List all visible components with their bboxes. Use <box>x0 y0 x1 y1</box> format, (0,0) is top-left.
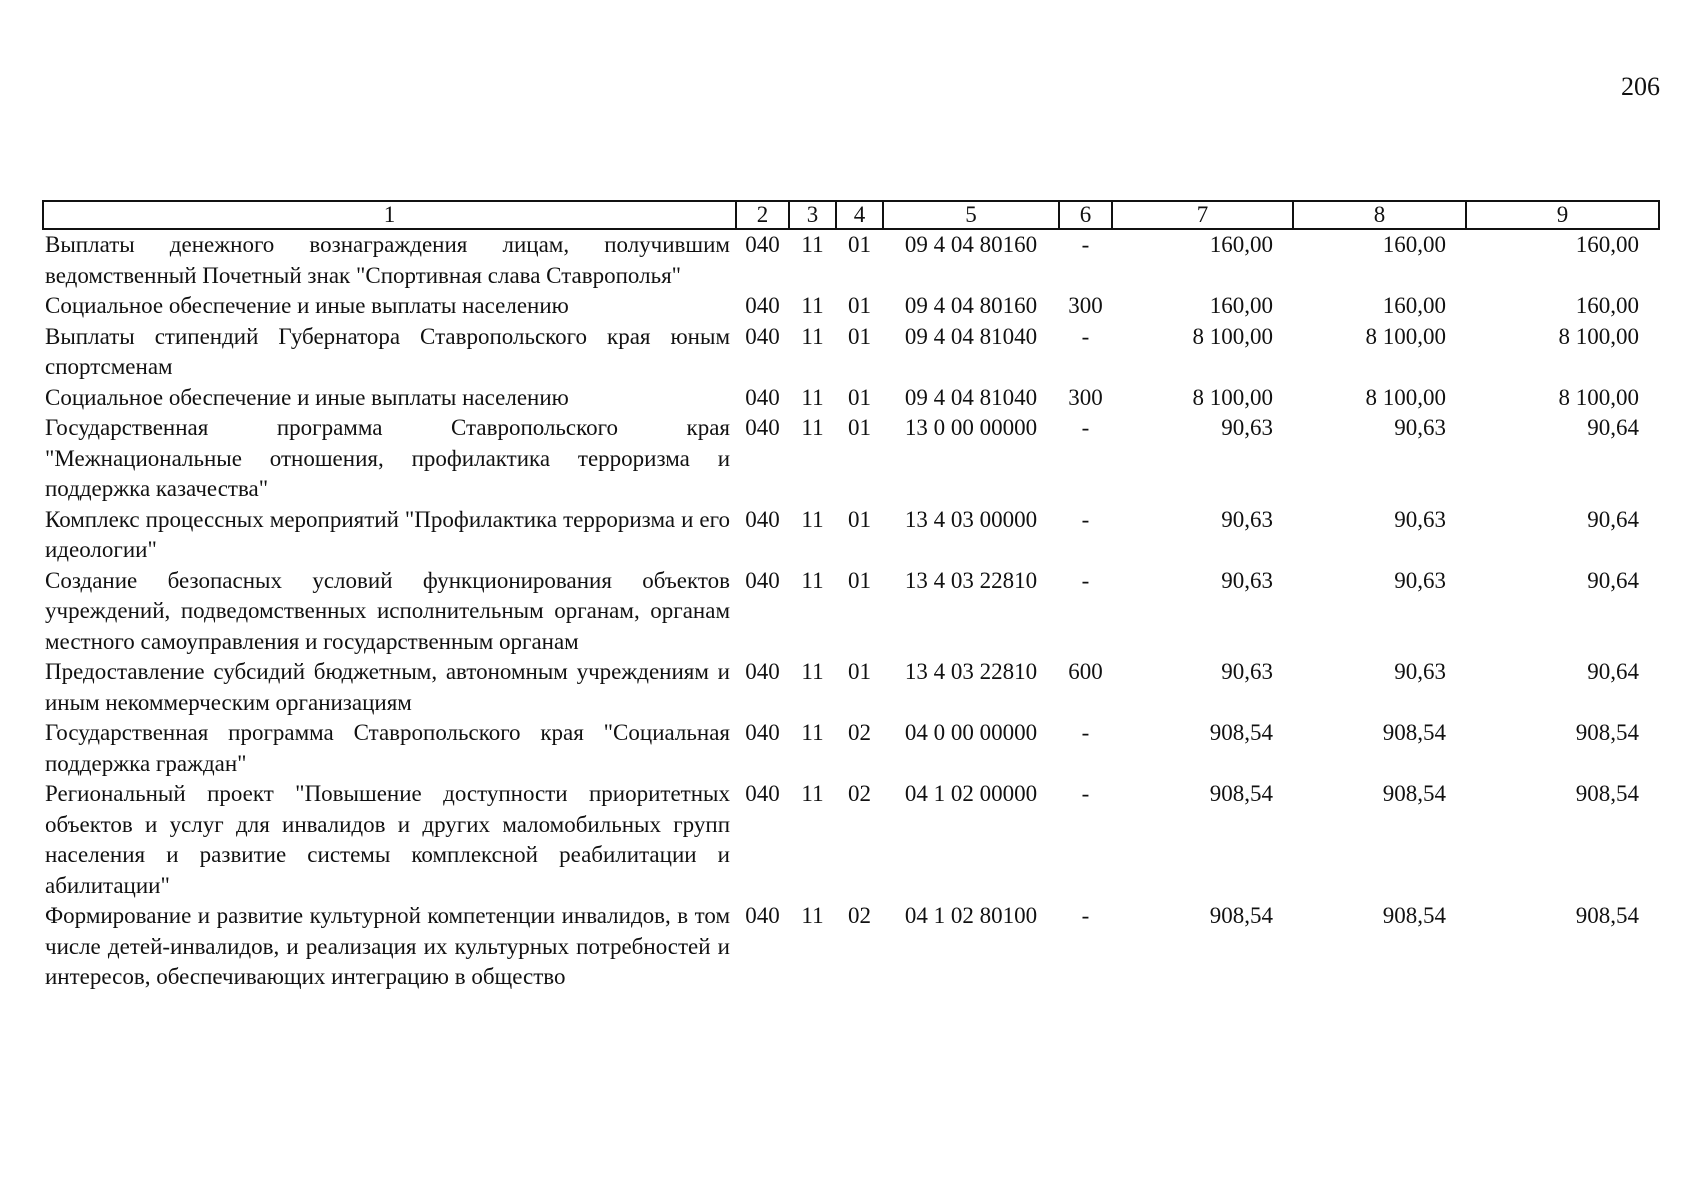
row-ministry-code: 040 <box>745 903 780 928</box>
row-expense-type: - <box>1081 506 1090 532</box>
row-name: Социальное обеспечение и иные выплаты населению <box>45 293 569 318</box>
row-section-code: 11 <box>801 781 824 806</box>
row-subsection-code: 01 <box>848 506 871 532</box>
row-amount-3: 90,64 <box>1587 506 1639 532</box>
row-amount-2: 8 100,00 <box>1365 384 1446 410</box>
row-name: Выплаты стипендий Губернатора Ставропольского края юным спортсменам <box>45 323 730 379</box>
table-row <box>43 383 1659 414</box>
row-subsection-code: 01 <box>848 232 871 257</box>
row-amount-2: 908,54 <box>1382 720 1446 745</box>
row-amount-1: 90,63 <box>1221 659 1273 684</box>
row-target-article: 13 4 03 22810 <box>904 567 1038 593</box>
header-cell-year-1: 7 <box>1112 201 1293 229</box>
row-section-code: 11 <box>801 323 824 349</box>
row-name: Формирование и развитие культурной компетенции инвалидов, в том числе детей-инвалидов, и реализация их культурных потребностей и интересов, обеспечивающих интеграцию в общество <box>45 903 730 989</box>
row-expense-type: - <box>1081 567 1090 593</box>
row-amount-3: 90,64 <box>1587 659 1639 684</box>
row-amount-1: 908,54 <box>1209 720 1273 745</box>
row-expense-type: - <box>1081 781 1090 806</box>
row-amount-1: 160,00 <box>1209 232 1273 257</box>
row-name: Предоставление субсидий бюджетным, автономным учреждениям и иным некоммерческим организациям <box>45 659 730 715</box>
row-amount-1: 8 100,00 <box>1192 384 1273 410</box>
row-section-code: 11 <box>801 567 824 593</box>
page-number: 206 <box>1621 72 1660 101</box>
row-name: Государственная программа Ставропольского края "Социальная поддержка граждан" <box>45 720 730 776</box>
row-name: Государственная программа Ставропольского края "Межнациональные отношения, профилактика терроризма и поддержка казачества" <box>45 415 730 501</box>
row-amount-2: 908,54 <box>1382 903 1446 928</box>
budget-table <box>42 200 1660 993</box>
table-row <box>43 901 1659 993</box>
row-amount-2: 908,54 <box>1382 781 1446 806</box>
header-cell-name: 1 <box>43 201 736 229</box>
row-ministry-code: 040 <box>745 781 780 806</box>
row-target-article: 13 4 03 00000 <box>904 506 1038 532</box>
row-expense-type: - <box>1081 903 1090 928</box>
row-target-article: 04 1 02 80100 <box>904 903 1038 928</box>
table-row <box>43 566 1659 658</box>
row-ministry-code: 040 <box>745 659 780 684</box>
header-cell-year-2: 8 <box>1293 201 1466 229</box>
row-amount-3: 160,00 <box>1575 293 1639 318</box>
row-target-article: 09 4 04 80160 <box>904 293 1038 318</box>
header-cell-target-article: 5 <box>883 201 1059 229</box>
row-name: Социальное обеспечение и иные выплаты населению <box>45 384 569 410</box>
row-amount-3: 908,54 <box>1575 720 1639 745</box>
row-amount-1: 908,54 <box>1209 781 1273 806</box>
row-ministry-code: 040 <box>745 567 780 593</box>
header-cell-subsection: 4 <box>836 201 883 229</box>
table-row <box>43 718 1659 779</box>
row-ministry-code: 040 <box>745 720 780 745</box>
row-name: Региональный проект "Повышение доступности приоритетных объектов и услуг для инвалидов и других маломобильных групп населения и развитие системы комплексной реабилитации и абилитации" <box>45 781 730 898</box>
row-subsection-code: 02 <box>848 903 871 928</box>
row-expense-type: 600 <box>1068 659 1103 684</box>
row-amount-2: 90,63 <box>1394 506 1446 532</box>
row-amount-3: 8 100,00 <box>1558 323 1639 349</box>
row-name: Создание безопасных условий функционирования объектов учреждений, подведомственных исполнительным органам, органам местного самоуправления и государственным органам <box>45 567 730 654</box>
header-cell-expense-type: 6 <box>1059 201 1112 229</box>
table-row <box>43 413 1659 505</box>
row-amount-3: 160,00 <box>1575 232 1639 257</box>
table-row <box>43 505 1659 566</box>
row-amount-1: 908,54 <box>1209 903 1273 928</box>
row-target-article: 13 0 00 00000 <box>904 415 1038 440</box>
row-amount-2: 160,00 <box>1382 293 1446 318</box>
row-name: Комплекс процессных мероприятий "Профилактика терроризма и его идеологии" <box>45 506 730 562</box>
row-expense-type: - <box>1081 232 1090 257</box>
row-ministry-code: 040 <box>745 384 780 410</box>
row-amount-1: 90,63 <box>1221 506 1273 532</box>
row-expense-type: 300 <box>1068 293 1103 318</box>
row-section-code: 11 <box>801 506 824 532</box>
row-subsection-code: 02 <box>848 781 871 806</box>
row-amount-2: 160,00 <box>1382 232 1446 257</box>
row-section-code: 11 <box>801 415 824 440</box>
row-amount-1: 90,63 <box>1221 415 1273 440</box>
row-amount-2: 90,63 <box>1394 567 1446 593</box>
table-row <box>43 779 1659 901</box>
row-section-code: 11 <box>801 903 824 928</box>
row-amount-1: 8 100,00 <box>1192 323 1273 349</box>
row-target-article: 13 4 03 22810 <box>904 659 1038 684</box>
table-row <box>43 229 1659 291</box>
row-section-code: 11 <box>801 720 824 745</box>
table-row <box>43 291 1659 322</box>
row-subsection-code: 02 <box>848 720 871 745</box>
row-ministry-code: 040 <box>745 415 780 440</box>
row-section-code: 11 <box>801 232 824 257</box>
row-target-article: 04 1 02 00000 <box>904 781 1038 806</box>
row-subsection-code: 01 <box>848 415 871 440</box>
row-amount-2: 8 100,00 <box>1365 323 1446 349</box>
table-row <box>43 322 1659 383</box>
row-amount-1: 160,00 <box>1209 293 1273 318</box>
row-amount-3: 908,54 <box>1575 781 1639 806</box>
table-row <box>43 657 1659 718</box>
row-ministry-code: 040 <box>745 323 780 349</box>
row-amount-3: 90,64 <box>1587 567 1639 593</box>
row-amount-3: 90,64 <box>1587 415 1639 440</box>
row-expense-type: - <box>1081 415 1090 440</box>
row-subsection-code: 01 <box>848 384 871 410</box>
row-amount-2: 90,63 <box>1394 659 1446 684</box>
header-cell-ministry: 2 <box>736 201 789 229</box>
row-amount-3: 908,54 <box>1575 903 1639 928</box>
row-expense-type: - <box>1081 720 1090 745</box>
row-section-code: 11 <box>801 293 824 318</box>
row-subsection-code: 01 <box>848 293 871 318</box>
row-amount-1: 90,63 <box>1221 567 1273 593</box>
row-subsection-code: 01 <box>848 567 871 593</box>
row-amount-3: 8 100,00 <box>1558 384 1639 410</box>
row-target-article: 09 4 04 81040 <box>904 323 1038 349</box>
row-expense-type: 300 <box>1068 384 1103 410</box>
header-cell-year-3: 9 <box>1466 201 1659 229</box>
row-ministry-code: 040 <box>745 293 780 318</box>
row-amount-2: 90,63 <box>1394 415 1446 440</box>
row-ministry-code: 040 <box>745 506 780 532</box>
row-target-article: 04 0 00 00000 <box>904 720 1038 745</box>
row-subsection-code: 01 <box>848 659 871 684</box>
row-section-code: 11 <box>801 659 824 684</box>
row-ministry-code: 040 <box>745 232 780 257</box>
row-target-article: 09 4 04 80160 <box>904 232 1038 257</box>
row-expense-type: - <box>1081 323 1090 349</box>
row-name: Выплаты денежного вознаграждения лицам, получившим ведомственный Почетный знак "Спортивная слава Ставрополья" <box>45 232 730 288</box>
row-subsection-code: 01 <box>848 323 871 349</box>
header-cell-section: 3 <box>789 201 836 229</box>
row-target-article: 09 4 04 81040 <box>904 384 1038 410</box>
table-header-row <box>43 201 1659 229</box>
row-section-code: 11 <box>801 384 824 410</box>
